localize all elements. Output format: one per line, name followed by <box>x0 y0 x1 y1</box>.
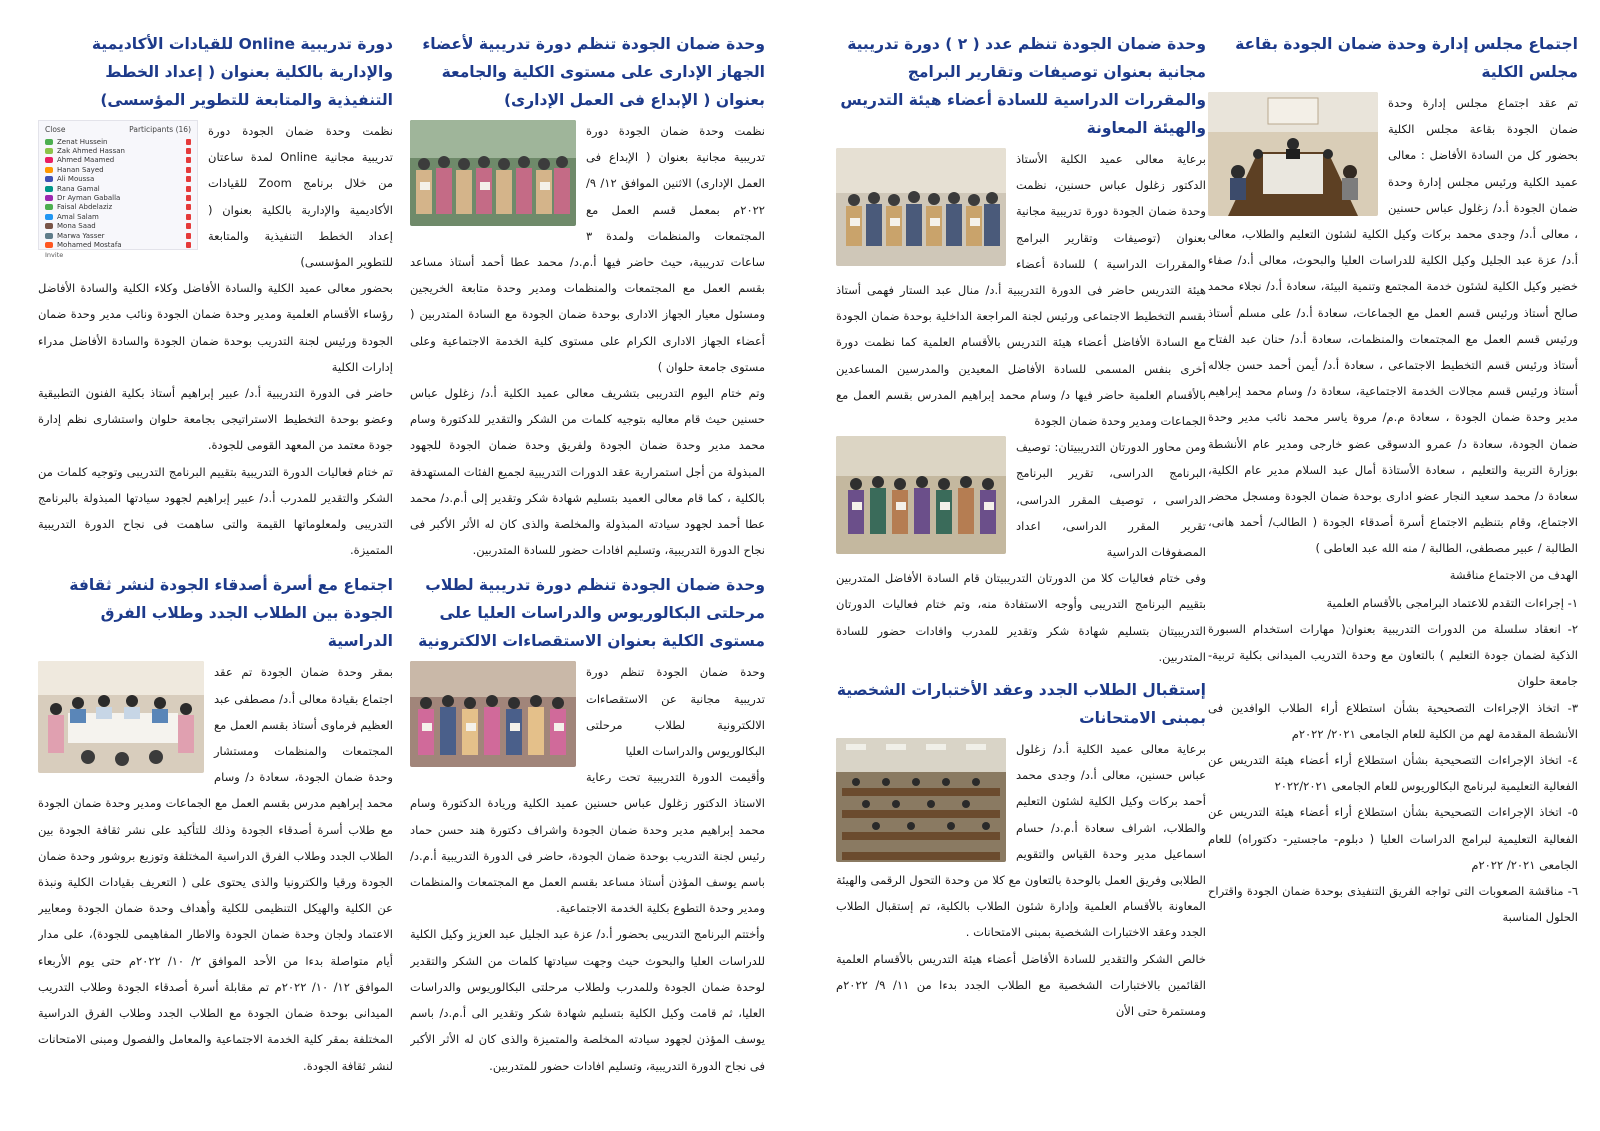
article-attendees: بحضور معالى عميد الكلية والسادة الأفاضل وكلاء الكلية والسادة الأفاضل رؤساء الأقسام العلمية ومدير وحدة ضمان الجودة ونائب مدير وحدة ضمان الجودة ورئيس لجنة التدريب بوحدة ضمان الجودة والسادة الأفاضل مدراء إدارات الكلية <box>38 281 393 374</box>
zoom-participant-row <box>45 175 191 184</box>
article-closing: تم ختام فعاليات الدورة التدريبية بتقييم البرنامج التدريبى وتوجيه كلمات من الشكر والتقدير للمدرب أ.د/ عبير إبراهيم لجهود سيادتها المبذولة بالبرنامج التدريبى ولمعلوماتها القيمة والتى ساهمت فى نجاح الدورة التدريبية المتميزة. <box>38 464 393 558</box>
zoom-participant-row <box>45 137 191 146</box>
article-closing: وفى ختام فعاليات كلا من الدورتان التدريبيتان قام السادة الأفاضل المتدربين بتقييم البرنامج التدريبى وأوجه الاستفادة منه، وتم ختام فعاليات الدورتان التدريبيتان بتسليم شهادة شكر وتقدير للمدرب وافادات حضور للسادة المتدربين. <box>836 571 1206 664</box>
article-title: وحدة ضمان الجودة تنظم دورة تدريبية لأعضاء الجهاز الإدارى على مستوى الكلية والجامعة بعنوان ( الإبداع فى العمل الإدارى) <box>422 35 765 109</box>
training-group-photo-2 <box>836 436 1006 554</box>
article-trainer: حاضر فى الدورة التدريبية أ.د/ عبير إبراهيم أستاذ بكلية الفنون التطبيقية وعضو بوحدة التخطيط الاستراتيجى بجامعة حلوان واستشارى نظم إدارة جودة معتمد من المعهد القومى للجودة. <box>38 386 393 453</box>
agenda-label: الهدف من الاجتماع مناقشة <box>1449 567 1578 582</box>
e-survey-training-photo <box>410 661 576 767</box>
article-body: تم عقد اجتماع مجلس إدارة وحدة ضمان الجودة بقاعة مجلس الكلية بحضور كل من السادة الأفاضل : معالى عميد الكلية ورئيس مجلس إدارة وحدة ضمان الجودة أ.د/ زغلول عباس حسنين ، معالى أ.د/ وجدى محمد بركات وكيل الكلية لشئون التعليم والطلاب، معالى أ.د/ عزة عبد الجليل وكيل الكلية للدراسات العليا والبحوث، معالى أ.د/ صفاء خضير وكيل الكلية لشئون خدمة المجتمع وتنمية البيئة، سعادة أ.د/ نجلاء محمد صالح أستاذ ورئيس قسم العمل مع الجماعات، سعادة أ.د/ على مسلم أستاذ ورئيس قسم العمل مع المجتمعات والمنظمات، سعادة أ.د/ حنان عبد الفتاح أستاذ ورئيس قسم التخطيط الاجتماعى ، سعادة أ.د/ أيمن أحمد حسن جلاله أستاذ ورئيس قسم مجالات الخدمة الاجتماعية، سعادة د/ وسام محمد إبراهيم مدير وحدة ضمان الجودة ، سعادة م.م/ مروة ياسر محمد نائب مدير وحدة ضمان الجودة، سعادة د/ عمرو الدسوقى عضو خارجى ومدير عام الأنشطة بوزارة التربية والتعليم ، سعادة الأستاذة أمال عبد السلام مدير عام الكلية، سعادة د/ محمد سعيد النجار عضو ادارى بوحدة ضمان الجودة ومسجل محضر الاجتماع، وقام بتنظيم الاجتماع أسرة أصدقاء الجودة ( الطالب/ أحمد هانى، الطالبة / عبير مصطفى، الطالبة / منه الله عبد العاطى ) <box>1208 96 1578 556</box>
article-intro: نظمت وحدة ضمان الجودة دورة تدريبية مجانية Online لمدة ساعتان من خلال برنامج Zoom للقيادات الأكاديمية والإدارية بالكلية بعنوان ( إعداد الخطط التنفيذية والمتابعة للتطوير المؤسسى) <box>208 124 393 270</box>
avatar <box>45 148 53 154</box>
article-thanks: خالص الشكر والتقدير للسادة الأفاضل أعضاء هيئة التدريس بالأقسام العلمية القائمين بالاختبارات الشخصية مع الطلاب الجدد بدءا من ١١/ ٩/ ٢٠٢٢م ومستمرة حتى الأن <box>836 951 1206 1019</box>
participant-name: Hanan Sayed <box>57 165 104 174</box>
article-topics: ومن محاور الدورتان التدريبيتان: توصيف البرنامج الدراسى، تقرير البرنامج الدراسى ، توصيف المقرر الدراسى، تقرير المقرر الدراسى، اعداد المصفوفات الدراسية <box>1016 440 1206 560</box>
article-intro: وحدة ضمان الجودة تنظم دورة تدريبية مجانية عن الاستقصاءات الالكترونية لطلاب مرحلتى البكالوريوس والدراسات العليا <box>586 665 765 759</box>
participant-name: Faisal Abdelaziz <box>57 203 113 212</box>
avatar <box>45 167 53 173</box>
zoom-footer: Invite <box>45 250 64 259</box>
admin-training-photo <box>410 120 576 226</box>
participant-name: Dr Ayman Gaballa <box>57 194 121 203</box>
mic-muted-icon <box>186 167 191 173</box>
zoom-participant-row <box>45 193 191 202</box>
avatar <box>45 157 53 163</box>
zoom-participant-row <box>45 240 191 249</box>
zoom-participant-row <box>45 146 191 155</box>
mic-muted-icon <box>186 223 191 229</box>
avatar <box>45 186 53 192</box>
meeting-photo <box>1208 92 1378 216</box>
avatar <box>45 233 53 239</box>
article-closing: وأختتم البرنامج التدريبى بحضور أ.د/ عزة عبد الجليل عبد العزيز وكيل الكلية للدراسات العليا والبحوث حيث وجهت سيادتها كلمات من الشكر والتقدير لوحدة ضمان الجودة وللمدرب ولطلاب مرحلتى البكالوريوس والدراسات العليا، ثم قامت وكيل الكلية بتسليم شهادة شكر وتقدير الى أ.م.د/ باسم يوسف المؤذن لجهود سيادته المخلصة والمتميزة والذى كان له الأثر الأكبر فى نجاح الدورة التدريبية، وتسليم افادات حضور للمتدربين. <box>410 927 765 1073</box>
mic-muted-icon <box>186 204 191 210</box>
avatar <box>45 242 53 248</box>
participant-name: Amal Salam <box>57 212 99 221</box>
zoom-participant-row <box>45 231 191 240</box>
article-title: اجتماع مجلس إدارة وحدة ضمان الجودة بقاعة مجلس الكلية <box>1235 35 1578 81</box>
participant-name: Ali Moussa <box>57 175 95 184</box>
avatar <box>45 204 53 210</box>
article-title-e-surveys: وحدة ضمان الجودة تنظم دورة تدريبية لطلاب مرحلتى البكالوريوس والدراسات العليا على مستوى الكلية بعنوان الاستقصاءات الالكترونية <box>418 576 765 651</box>
mic-muted-icon <box>186 148 191 154</box>
avatar <box>45 195 53 201</box>
article-closing: وتم ختام اليوم التدريبى بتشريف معالى عميد الكلية أ.د/ زغلول عباس حسنين حيث قام معاليه بتوجيه كلمات من الشكر والتقدير للدكتورة وسام محمد مدير وحدة ضمان الجودة ولفريق وحدة ضمان الجودة للجهود المبذولة من أجل استمرارية عقد الدورات التدريبية لجميع الفئات المستهدفة بالكلية ، كما قام معالى العميد بتسليم شهادة شكر وتقدير إلى أ.م.د/ محمد عطا أحمد لجهود سيادته المبذولة والمخلصة والذى كان له الأثر الأكبر فى نجاح الدورة التدريبية، وتسليم افادات حضور للسادة المتدربين. <box>410 386 765 558</box>
zoom-participant-row <box>45 203 191 212</box>
mic-muted-icon <box>186 176 191 182</box>
zoom-participant-row <box>45 165 191 174</box>
agenda-item: ٤- اتخاذ الإجراءات التصحيحية بشأن استطلاع أراء أعضاء هيئة التدريس عن الفعالية التعليمية لبرنامج البكالوريوس للعام الجامعى ٢٠٢٢/٢٠٢١ <box>1208 753 1578 794</box>
avatar <box>45 176 53 182</box>
article-title-quality-friends: اجتماع مع أسرة أصدقاء الجودة لنشر ثقافة الجودة بين الطلاب الجدد وطلاب الفرق الدراسية <box>69 576 393 651</box>
article-admin-creativity <box>410 30 765 1120</box>
article-title: وحدة ضمان الجودة تنظم عدد ( ٢ ) دورة تدريبية مجانية بعنوان توصيفات وتقارير البرامج والمقررات الدراسية للسادة أعضاء هيئة التدريس والهيئة المعاونة <box>840 35 1206 137</box>
zoom-participants-label: Participants (16) <box>129 125 191 134</box>
mic-muted-icon <box>186 139 191 145</box>
quality-friends-meeting-photo <box>38 661 204 773</box>
participant-name: Marwa Yasser <box>57 231 105 240</box>
mic-muted-icon <box>186 233 191 239</box>
mic-muted-icon <box>186 157 191 163</box>
avatar <box>45 223 53 229</box>
zoom-close-label: Close <box>45 125 66 134</box>
mic-muted-icon <box>186 195 191 201</box>
mic-muted-icon <box>186 242 191 248</box>
agenda-item: ٥- اتخاذ الإجراءات التصحيحية بشأن استطلاع أراء أعضاء هيئة التدريس عن الفعالية التعليمية لبرامج الدراسات العليا ( دبلوم- ماجستير- دكتوراه) للعام الجامعى ٢٠٢١/ ٢٠٢٢م <box>1208 805 1578 872</box>
article-body: برعاية معالى عميد الكلية أ.د/ زغلول عباس حسنين، معالى أ.د/ وجدى محمد أحمد بركات وكيل الكلية لشئون التعليم والطلاب، اشراف سعادة أ.م.د/ حسام اسماعيل مدير وحدة القياس والتقويم الطلابى وفريق العمل بالوحدة بالتعاون مع كلا من وحدة التحول الرقمى والهيئة المعاونة بالأقسام العلمية وإدارة شئون الطلاب بالكلية، تم إستقبال الطلاب الجدد وعقد الاختبارات الشخصية بمبنى الامتحانات . <box>836 742 1206 940</box>
article-body: وأقيمت الدورة التدريبية تحت رعاية الاستاذ الدكتور زغلول عباس حسنين عميد الكلية وريادة الدكتورة وسام محمد إبراهيم مدير وحدة ضمان الجودة واشراف دكتورة هند حسن حماد رئيس لجنة التدريب بوحدة ضمان الجودة، حاضر فى الدورة التدريبية أ.م.د/ باسم يوسف المؤذن أستاذ مساعد بقسم العمل مع المجتمعات والمنظمات ومدير وحدة التطوع بكلية الخدمة الاجتماعية. <box>410 770 765 916</box>
article-course-descriptions <box>836 30 1206 1120</box>
article-body: برعاية معالى عميد الكلية الأستاذ الدكتور زغلول عباس حسنين، نظمت وحدة ضمان الجودة دورة تدريبية مجانية بعنوان (توصيفات وتقارير البرامج والمقررات الدراسية ) للسادة أعضاء هيئة التدريس حاضر فى الدورة التدريبية أ.د/ منال عبد الستار فهمى أستاذ بقسم التخطيط الاجتماعى ورئيس لجنة المراجعة الداخلية بوحدة ضمان الجودة مع السادة الأفاضل أعضاء هيئة التدريس بالأقسام العلمية كما نظمت دورة أخرى بنفس المسمى للسادة الأفاضل المعيدين والمدرسين المساعدين بالأقسام العلمية حاضر فيها د/ وسام محمد إبراهيم المدرس بقسم العمل مع الجماعات ومدير وحدة ضمان الجودة <box>836 152 1206 429</box>
article-online-course <box>38 30 393 1120</box>
training-group-photo <box>836 148 1006 266</box>
participant-name: Zak Ahmed Hassan <box>57 147 125 156</box>
agenda-item: ٢- انعقاد سلسلة من الدورات التدريبية بعنوان( مهارات استخدام السبورة الذكية لضمان جودة التعليم ) بالتعاون مع وحدة التدريب الميدانى بكلية تربية- جامعة حلوان <box>1208 622 1578 689</box>
agenda-item: ١- إجراءات التقدم للاعتماد البرامجى بالأقسام العلمية <box>1326 595 1578 610</box>
mic-muted-icon <box>186 214 191 220</box>
participant-name: Mona Saad <box>57 222 96 231</box>
agenda-item: ٦- مناقشة الصعوبات التى تواجه الفريق التنفيذى بوحدة ضمان الجودة واقتراح الحلول المناسبة <box>1208 884 1578 925</box>
zoom-participant-row <box>45 212 191 221</box>
agenda-item: ٣- اتخاذ الإجراءات التصحيحية بشأن استطلاع أراء الطلاب الوافدين فى الأنشطة المقدمة لهم من الكلية للعام الجامعى ٢٠٢١/ ٢٠٢٢م <box>1208 700 1578 741</box>
avatar <box>45 139 53 145</box>
zoom-header <box>45 125 191 134</box>
article-council-meeting <box>1208 30 1578 1120</box>
participant-name: Zenat Hussein <box>57 137 108 146</box>
mic-muted-icon <box>186 186 191 192</box>
agenda-list <box>1208 590 1578 931</box>
zoom-participants-screenshot <box>38 120 198 259</box>
participant-name: Ahmed Maamed <box>57 156 115 165</box>
avatar <box>45 214 53 220</box>
participant-name: Mohamed Mostafa <box>57 240 122 249</box>
article-body: بمقر وحدة ضمان الجودة تم عقد اجتماع بقيادة معالى أ.د/ مصطفى عبد العظيم فرماوى أستاذ بقسم العمل مع المجتمعات والمنظمات ومستشار وحدة ضمان الجودة، سعادة د/ وسام محمد إبراهيم مدرس بقسم العمل مع الجماعات ومدير وحدة ضمان الجودة مع طلاب أسرة أصدقاء الجودة وذلك للتأكيد على نشر ثقافة الجودة بين الطلاب الجدد وطلاب الفرق الدراسية المختلفة وتوزيع بروشور وحدة ضمان الجودة ورقيا والكترونيا والذى يحتوى على ( التعريف بقيادات الكلية ونبذة عن الكلية والهيكل التنظيمى للكلية وأهداف وحدة ضمان الجودة ومعايير الاعتماد ولجان وحدة ضمان الجودة والاطار المفاهيمى للجودة)، على مدار أيام متواصلة بدءا من الأحد الموافق ٢/ ١٠/ ٢٠٢٢م حتى يوم الأربعاء الموافق ١٢/ ١٠/ ٢٠٢٢م تم مقابلة أسرة أصدقاء الجودة وطلاب التدريب الميدانى بوحدة ضمان الجودة مع الطلاب الجدد وطلاب الفرق الدراسية المختلفة بمقر كلية الخدمة الاجتماعية والمعامل والفصول ومبنى الامتحانات لنشر ثقافة الجودة. <box>38 665 393 1073</box>
article-title: دورة تدريبية Online للقيادات الأكاديمية والإدارية بالكلية بعنوان ( إعداد الخطط التنفيذية والمتابعة للتطوير المؤسسى) <box>91 35 393 109</box>
participant-name: Rana Gamal <box>57 184 100 193</box>
article-body: نظمت وحدة ضمان الجودة دورة تدريبية مجانية بعنوان ( الإبداع فى العمل الإدارى) الاثنين الموافق ١٢/ ٩/ ٢٠٢٢م بمعمل قسم العمل مع المجتمعات والمنظمات ولمدة ٣ ساعات تدريبية، حيث حاضر فيها أ.م.د/ محمد عطا أحمد أستاذ مساعد بقسم العمل مع المجتمعات والمنظمات ومدير وحدة متابعة الخريجين ومسئول معيار الجهاز الادارى بوحدة ضمان الجودة مع السادة المتدربين ( أعضاء الجهاز الادارى الكرام على مستوى كلية الخدمة الاجتماعية وعلى مستوى جامعة حلوان ) <box>410 124 765 374</box>
article-title-new-students: إستقبال الطلاب الجدد وعقد الأختبارات الشخصية بمبنى الامتحانات <box>836 681 1206 728</box>
exam-hall-photo <box>836 738 1006 862</box>
zoom-participant-row <box>45 222 191 231</box>
zoom-participant-row <box>45 156 191 165</box>
zoom-participant-row <box>45 184 191 193</box>
